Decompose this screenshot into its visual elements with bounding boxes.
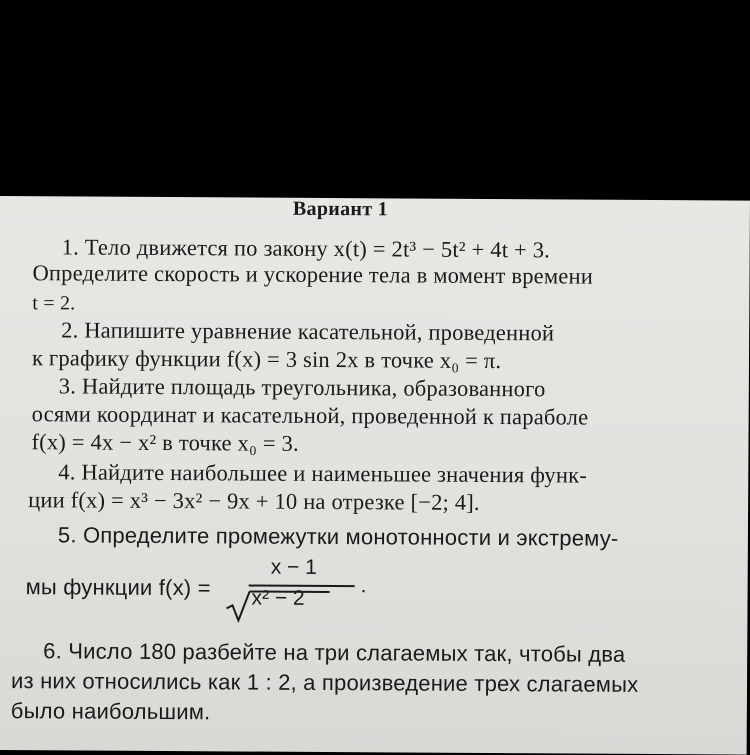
task1-line1: 1. Тело движется по закону x(t) = 2t³ − 5t² + 4t + 3. [61, 234, 551, 263]
dark-background [0, 0, 750, 200]
task6-line1: 6. Число 180 разбейте на три слагаемых так, чтобы два [43, 638, 626, 667]
task2-line1: 2. Напишите уравнение касательной, проведенной [61, 317, 555, 346]
task3-line2: осями координат и касательной, проведенной к параболе [31, 401, 589, 430]
task6-line2: из них относились как 1 : 2, а произведение трех слагаемых [10, 668, 639, 697]
task3-line1: 3. Найдите площадь треугольника, образованного [58, 373, 546, 402]
task4-line1: 4. Найдите наибольшее и наименьшее значения функ- [58, 459, 588, 488]
task1-line3: t = 2. [32, 292, 76, 315]
task3-line3: f(x) = 4x − x² в точке x₀ = 3. [31, 429, 299, 456]
task6-line3: было наибольшим. [10, 698, 211, 725]
task5-line1: 5. Определите промежутки монотонности и экстрему- [57, 522, 619, 551]
fraction-period: . [360, 574, 367, 598]
fraction-numerator: x − 1 [270, 555, 317, 579]
paper-page [0, 196, 750, 755]
radical-sign-icon [224, 590, 250, 622]
task5-line2: мы функции f(x) = [25, 574, 211, 601]
task1-line2: Определите скорость и ускорение тела в момент времени [32, 260, 594, 289]
task4-line2: ции f(x) = x³ − 3x² − 9x + 10 на отрезке [−2; 4]. [28, 487, 480, 515]
task2-line2: к графику функции f(x) = 3 sin 2x в точке x₀ = π. [31, 345, 502, 374]
fraction-denominator: x² − 2 [251, 586, 305, 610]
variant-title: Вариант 1 [292, 197, 389, 221]
